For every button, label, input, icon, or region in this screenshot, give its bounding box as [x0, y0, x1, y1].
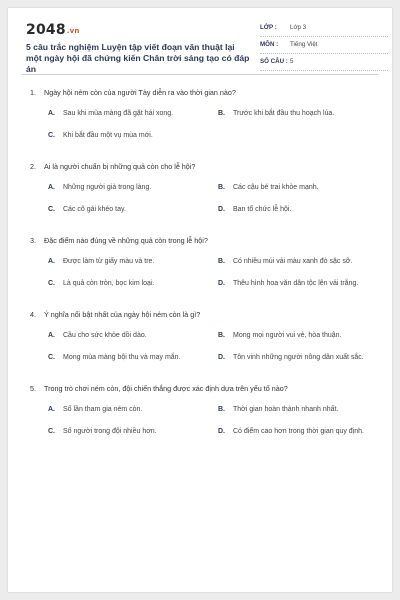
meta-row-class: [260, 20, 388, 37]
option-d[interactable]: [218, 280, 358, 287]
option-text: Khi bắt đầu một vụ mùa mới.: [63, 132, 153, 139]
option-c[interactable]: [48, 280, 154, 287]
option-text: Cầu cho sức khỏe dồi dào.: [63, 332, 147, 339]
option-c[interactable]: [48, 354, 181, 361]
option-text: Có điểm cao hơn trong thời gian quy định.: [233, 428, 364, 435]
option-b[interactable]: [218, 110, 334, 117]
option-c[interactable]: [48, 206, 126, 213]
option-letter: C.: [48, 280, 55, 287]
question-number: 1.: [30, 88, 36, 97]
class-label: LỚP :: [260, 24, 277, 31]
option-a[interactable]: [48, 184, 151, 191]
option-letter: B.: [218, 332, 225, 339]
option-b[interactable]: [218, 332, 342, 339]
option-text: Mong mọi người vui vẻ, hòa thuận.: [233, 332, 342, 339]
option-a[interactable]: [48, 258, 154, 265]
question-text: Đặc điểm nào đúng về những quả còn trong lễ hội?: [44, 236, 208, 245]
option-letter: C.: [48, 132, 55, 139]
option-a[interactable]: [48, 332, 147, 339]
subject-value: Tiếng Việt: [290, 41, 318, 48]
question-text: Ngày hội ném còn của người Tày diễn ra vào thời gian nào?: [44, 88, 236, 97]
meta-row-count: [260, 54, 388, 71]
option-letter: B.: [218, 406, 225, 413]
option-letter: A.: [48, 184, 55, 191]
option-text: Các cậu bé trai khỏe mạnh.: [233, 184, 319, 191]
option-letter: A.: [48, 406, 55, 413]
option-letter: B.: [218, 184, 225, 191]
question-text: Ai là người chuẩn bị những quả còn cho lễ hội?: [44, 162, 196, 171]
question-number: 5.: [30, 384, 36, 393]
option-a[interactable]: [48, 110, 173, 117]
count-label: SỐ CÂU :: [260, 58, 288, 65]
option-text: Được làm từ giấy màu và tre.: [63, 258, 155, 265]
option-text: Số lần tham gia ném còn.: [63, 406, 143, 413]
subject-label: MÔN :: [260, 41, 279, 48]
option-text: Thêu hình hoa văn dân tộc lên vải trắng.: [233, 280, 359, 287]
option-text: Sau khi mùa màng đã gặt hái xong.: [63, 110, 174, 117]
option-text: Mong mùa màng bội thu và may mắn.: [63, 354, 181, 361]
brand-name: 2048: [26, 22, 66, 38]
option-text: Các cô gái khéo tay.: [63, 206, 126, 213]
option-c[interactable]: [48, 428, 157, 435]
option-text: Tôn vinh những người nông dân xuất sắc.: [233, 354, 364, 361]
option-text: Ban tổ chức lễ hội.: [233, 206, 292, 213]
option-c[interactable]: [48, 132, 153, 139]
option-letter: C.: [48, 354, 55, 361]
option-letter: A.: [48, 110, 55, 117]
option-letter: A.: [48, 258, 55, 265]
option-letter: D.: [218, 206, 225, 213]
option-text: Số người trong đội nhiều hơn.: [63, 428, 157, 435]
question-5: [22, 378, 378, 452]
meta-row-subject: [260, 37, 388, 54]
count-value: 5: [290, 58, 294, 65]
option-letter: D.: [218, 354, 225, 361]
option-a[interactable]: [48, 406, 142, 413]
question-1: [22, 82, 378, 156]
question-text: Ý nghĩa nổi bật nhất của ngày hội ném còn là gì?: [44, 310, 201, 319]
question-text: Trong trò chơi ném còn, đội chiến thắng được xác định dựa trên yếu tố nào?: [44, 384, 288, 393]
option-letter: C.: [48, 428, 55, 435]
option-letter: D.: [218, 280, 225, 287]
option-letter: A.: [48, 332, 55, 339]
question-number: 3.: [30, 236, 36, 245]
option-text: Trước khi bắt đầu thu hoạch lúa.: [233, 110, 335, 117]
class-value: Lớp 3: [290, 24, 307, 31]
question-2: [22, 156, 378, 230]
question-number: 2.: [30, 162, 36, 171]
option-text: Là quả còn tròn, bọc kim loại.: [63, 280, 155, 287]
option-letter: B.: [218, 110, 225, 117]
question-number: 4.: [30, 310, 36, 319]
header-divider: [22, 74, 378, 75]
option-text: Thời gian hoàn thành nhanh nhất.: [233, 406, 339, 413]
option-letter: B.: [218, 258, 225, 265]
question-list: [22, 82, 378, 452]
option-text: Những người già trong làng.: [63, 184, 152, 191]
option-b[interactable]: [218, 258, 352, 265]
brand-suffix: .vn: [66, 27, 80, 35]
document-title: 5 câu trắc nghiệm Luyện tập viết đoạn văn thuật lại một ngày hội đã chứng kiến Chân trời sáng tạo có đáp án: [26, 42, 250, 74]
option-d[interactable]: [218, 206, 291, 213]
option-letter: C.: [48, 206, 55, 213]
option-b[interactable]: [218, 184, 319, 191]
option-letter: D.: [218, 428, 225, 435]
brand-logo[interactable]: [26, 22, 80, 38]
option-text: Có nhiều múi vải màu xanh đỏ sặc sỡ.: [233, 258, 353, 265]
option-d[interactable]: [218, 354, 364, 361]
option-d[interactable]: [218, 428, 364, 435]
question-4: [22, 304, 378, 378]
meta-panel: [260, 20, 388, 71]
question-3: [22, 230, 378, 304]
worksheet-page: [8, 8, 392, 592]
option-b[interactable]: [218, 406, 338, 413]
